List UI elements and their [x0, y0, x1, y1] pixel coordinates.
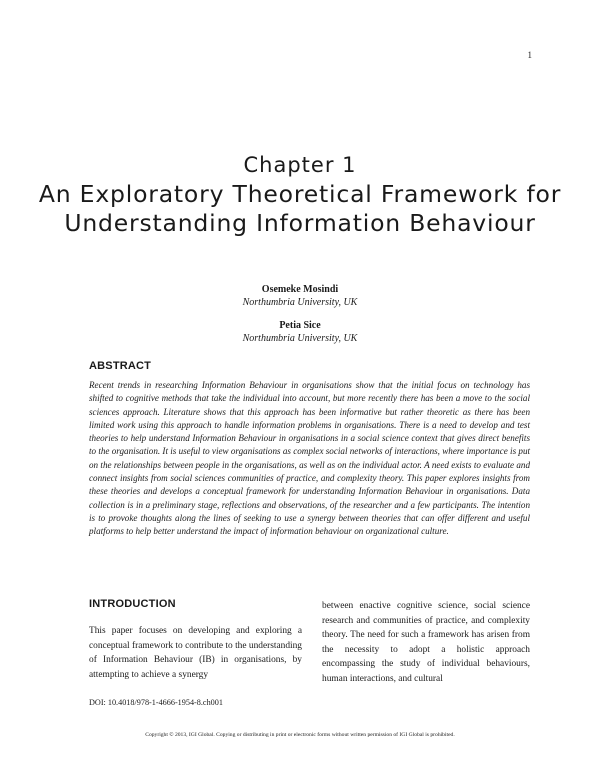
chapter-label: Chapter 1 — [243, 153, 357, 177]
page-number: 1 — [527, 50, 532, 60]
abstract-text: Recent trends in researching Information Behaviour in organisations show that the initial focus on technology has shifted to cognitive methods that take the individual into account, but more recently there has been a move to the social sciences approach. Literature shows that this approach has been informative but rather theoretic as there has been limited work using this approach to handle information problems in organisations. There is a need to develop and test theories to help understand Information Behaviour in organisations in a social science context that gives direct benefits to the organisation. It is useful to view organisations as complex social networks of interactions, where importance is put on the relationships between people in the organisations, as well as on the individual actor. A need exists to evaluate and connect insights from social sciences communities of practice, and complexity theory. This paper explores insights from these theories and develops a conceptual framework for understanding Information Behaviour in organisations. Data collection is in a preliminary stage, reflections and observations, of the researcher and a few participants. The intention is to provoke thoughts along the lines of seeking to use a synergy between theories that can offer different and useful platforms to help better understand the impact of information behaviour on organizational culture. — [89, 380, 531, 537]
chapter-title: An Exploratory Theoretical Framework for Understanding Information Behaviour — [38, 180, 562, 237]
abstract-heading: ABSTRACT — [89, 360, 152, 372]
copyright-notice: Copyright © 2013, IGI Global. Copying or distributing in print or electronic forms without written permission of IGI Global is prohibited. — [145, 732, 455, 738]
author-block — [0, 319, 600, 345]
author-affiliation: Northumbria University, UK — [242, 297, 358, 308]
doi: DOI: 10.4018/978-1-4666-1954-8.ch001 — [89, 698, 223, 707]
author-name: Petia Sice — [279, 320, 321, 331]
introduction-column-left: This paper focuses on developing and exploring a conceptual framework to contribute to the understanding of Information Behaviour (IB) in organisations, by attempting to achieve a synergy — [89, 626, 302, 680]
author-block — [0, 283, 600, 309]
introduction-column-right: between enactive cognitive science, social science research and communities of practice, and complexity theory. The need for such a framework has arisen from the necessity to adopt a holistic approach encompassing the study of individual behaviours, human interactions, and cultural — [322, 601, 530, 684]
introduction-heading: INTRODUCTION — [89, 598, 176, 610]
author-affiliation: Northumbria University, UK — [242, 333, 358, 344]
author-name: Osemeke Mosindi — [261, 284, 339, 295]
